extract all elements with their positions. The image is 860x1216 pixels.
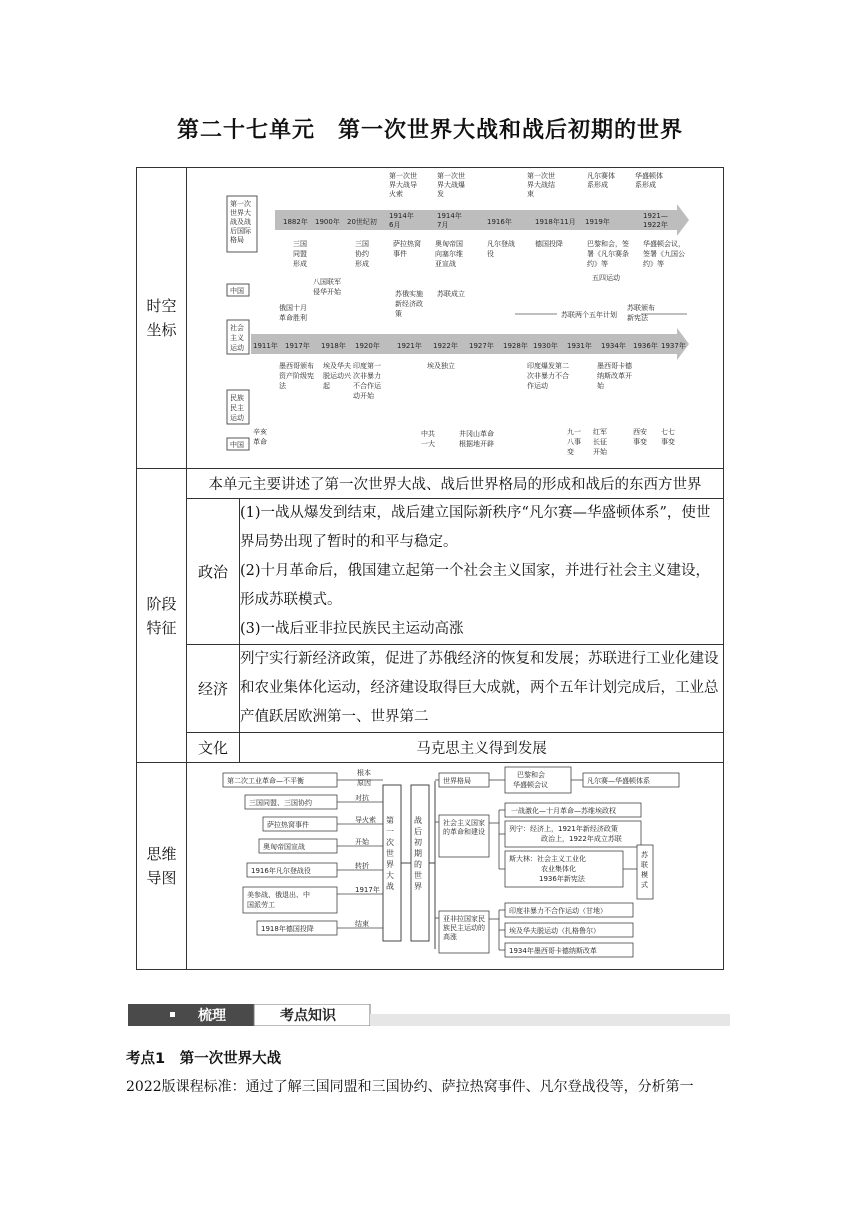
timeline2-china-event: 井冈山革命根据地开辟 (459, 430, 494, 448)
timeline1-year: 1914年 (389, 212, 414, 220)
timeline1-below-event: 奥匈帝国向塞尔维亚宣战 (435, 240, 463, 268)
timeline2-below-event: 印度爆发第二次非暴力不合作运动 (527, 362, 569, 390)
mindmap-socialism-item: 列宁：经济上，1921年新经济政策 (509, 825, 618, 833)
timeline2-year: 1918年 (321, 342, 346, 350)
mindmap-cause-text: 1916年凡尔登战役 (251, 867, 311, 875)
timeline2-china-label: 中国 (230, 441, 244, 449)
timeline1-year: 1918年11月 (535, 218, 576, 226)
row-label-stage: 阶段特征 (137, 469, 187, 763)
mindmap-branches-group (435, 767, 679, 957)
timeline1-above-group (389, 171, 663, 198)
page-title: 第二十七单元 第一次世界大战和战后初期的世界 (176, 118, 683, 143)
mindmap-cause-tag: 开始 (355, 838, 369, 846)
mindmap-socialism-item: 1936年新宪法 (539, 875, 585, 883)
mindmap-socialism-item: 一战激化—十月革命—苏维埃政权 (511, 807, 616, 815)
timeline2-year: 1930年 (533, 342, 558, 350)
timeline2-year: 1927年 (469, 342, 494, 350)
section-tag-bg (128, 1004, 254, 1026)
timeline2-china-event: 红军长征开始 (593, 428, 607, 456)
timeline2-above-event: 苏俄实施新经济政策 (395, 290, 423, 318)
mindmap-branch-text: 亚非拉国家民族民主运动的高涨 (443, 915, 485, 941)
timeline2-year: 1920年 (355, 342, 380, 350)
mindmap-causes-group (223, 768, 383, 935)
mindmap-cause-tag: 转折 (355, 862, 369, 870)
mindmap-cause-text: 第二次工业革命—不平衡 (227, 777, 304, 785)
timeline2-china-group (253, 427, 675, 456)
timeline2-year: 1934年 (601, 342, 626, 350)
mindmap-cause-tag: 根本 (357, 769, 371, 777)
timeline1-above-event: 华盛顿体系形成 (635, 172, 663, 189)
mindmap-cause-tag: 原因 (357, 779, 371, 787)
timeline1-label: 第一次世界大战及战后国际格局 (230, 200, 251, 244)
mindmap-cause-text: 美参战、俄退出、中 (247, 891, 310, 899)
timeline2-china-event: 中共一大 (421, 430, 435, 448)
timeline1-year: 7月 (437, 221, 449, 229)
politics-point-2: (2)十月革命后，俄国建立起第一个社会主义国家，并进行社会主义建设，形成苏联模式。 (240, 563, 711, 608)
timeline2-above-event: 俄国十月革命胜利 (279, 304, 307, 322)
mindmap-branch-text: 社会主义国家的革命和建设 (443, 819, 485, 836)
mindmap-world-result: 凡尔赛—华盛顿体系 (587, 777, 650, 785)
mindmap-cause-text: 1918年德国投降 (261, 925, 314, 933)
kaodian-title: 考点1 第一次世界大战 (126, 1051, 282, 1067)
timeline1-above-event: 第一次世界大战导火索 (389, 172, 417, 198)
timeline1-above-event: 第一次世界大战结束 (527, 172, 555, 198)
timeline2-below-event: 埃及独立 (427, 362, 455, 370)
culture-content: 马克思主义得到发展 (240, 733, 724, 763)
timeline1-china-event: 八国联军侵华开始 (313, 278, 341, 296)
timeline1-above-event: 第一次世界大战爆发 (437, 172, 465, 198)
section-bullet-icon (170, 1012, 175, 1017)
timeline2-year: 1928年 (503, 342, 528, 350)
timeline2-year: 1921年 (397, 342, 422, 350)
timeline2-china-event: 辛亥革命 (253, 428, 267, 446)
mindmap-national-item: 1934年墨西哥卡德纳斯改革 (509, 947, 597, 955)
politics-label: 政治 (187, 499, 240, 645)
mindmap-center2: 战后初期的世界 (414, 816, 422, 891)
mindmap-world-item: 巴黎和会 (517, 771, 545, 779)
timeline2-china-event: 西安事变 (633, 428, 647, 446)
mindmap-branch-text: 世界格局 (443, 777, 471, 785)
timeline2-above-event: 苏联成立 (437, 290, 465, 298)
mindmap-socialism-item: 政治上，1922年成立苏联 (541, 835, 622, 843)
mindmap-cause-tag: 导火索 (355, 816, 376, 824)
mindmap-national-item: 埃及华夫脱运动（扎格鲁尔） (509, 927, 600, 935)
stage-summary: 本单元主要讲述了第一次世界大战、战后世界格局的形成和战后的东西方世界 (187, 469, 724, 499)
section-underline (370, 1014, 730, 1026)
mindmap-center2-text (414, 815, 422, 891)
mindmap-socialism-item: 农业集体化 (541, 865, 576, 873)
timeline2-below-group (279, 361, 633, 400)
mindmap-cell (187, 763, 724, 970)
politics-point-3: (3)一战后亚非拉民族民主运动高涨 (240, 621, 464, 637)
timeline1-year: 1919年 (585, 218, 610, 226)
timeline2-above-event: 苏联颁布新宪法 (627, 304, 655, 322)
timeline2-china-event: 九一八事变 (567, 428, 581, 456)
timeline1-year: 20世纪初 (347, 218, 377, 226)
timeline2-year: 1911年 (253, 342, 278, 350)
mindmap-cause-text: 奥匈帝国宣战 (263, 843, 305, 851)
timeline1-year: 1916年 (487, 218, 512, 226)
timeline1-below-event: 巴黎和会，签署《凡尔赛条约》等 (587, 240, 629, 268)
mindmap-cause-text: 萨拉热窝事件 (267, 821, 309, 829)
timeline1-year: 1921— (643, 212, 668, 220)
plan-label: 苏联两个五年计划 (561, 311, 617, 319)
mindmap-cause-text: 三国同盟、三国协约 (249, 799, 312, 807)
mindmap-center1-text (386, 815, 394, 891)
timeline1-year: 1922年 (643, 221, 668, 229)
section-name: 考点知识 (280, 1008, 336, 1024)
politics-content (240, 499, 724, 645)
timeline2-below-event: 印度第一次非暴力不合作运动开始 (353, 362, 381, 400)
mindmap-cause-tag: 结束 (355, 920, 369, 928)
mindmap-center1: 第一次世界大战 (386, 816, 394, 891)
mindmap-soviet-model: 苏联模式 (641, 851, 648, 889)
timeline2-below-event: 埃及华夫脱运动兴起 (323, 362, 351, 390)
economy-content: 列宁实行新经济政策，促进了苏俄经济的恢复和发展；苏联进行工业化建设和农业集体化运动，经济建设取得巨大成就，两个五年计划完成后，工业总产值跃居欧洲第一、世界第二 (240, 645, 724, 733)
row-label-mindmap: 思维导图 (137, 763, 187, 970)
timeline1-china-label: 中国 (230, 287, 244, 295)
timeline2-year: 1936年 (633, 342, 658, 350)
section-header-bar (128, 1004, 730, 1026)
timeline2-year: 1922年 (433, 342, 458, 350)
timeline1-year: 6月 (389, 221, 401, 229)
mindmap-cause-tag: 对抗 (355, 794, 369, 802)
timeline-cell (187, 168, 724, 469)
timeline2-socialism-label: 社会主义运动 (230, 324, 244, 352)
timeline-graphic (187, 168, 723, 468)
timeline1-below-group (293, 239, 685, 268)
timeline2-china-event: 七七事变 (661, 428, 675, 446)
timeline1-china-group (313, 273, 620, 296)
timeline1-year: 1900年 (315, 218, 340, 226)
timeline1-below-event: 凡尔登战役 (487, 240, 515, 258)
timeline2-year: 1937年 (661, 342, 686, 350)
timeline1-below-event: 华盛顿会议，签署《九国公约》等 (643, 240, 685, 268)
timeline1-year: 1882年 (283, 218, 308, 226)
timeline2-national-label: 民族民主运动 (230, 394, 244, 422)
unit-overview-table (136, 167, 724, 970)
timeline1-china-event: 五四运动 (592, 274, 620, 282)
section-tag: 梳理 (198, 1008, 226, 1024)
mindmap-cause-text: 国派劳工 (247, 901, 275, 909)
mindmap-world-item: 华盛顿会议 (513, 781, 548, 789)
row-label-spacetime: 时空坐标 (137, 168, 187, 469)
mindmap-cause-tag: 1917年 (355, 886, 380, 894)
timeline2-below-event: 墨西哥颁布资产阶级宪法 (279, 362, 314, 390)
timeline1-below-event: 萨拉热窝事件 (393, 240, 421, 258)
timeline1-above-event: 凡尔赛体系形成 (587, 172, 615, 189)
mindmap-graphic (187, 763, 723, 969)
timeline1-year: 1914年 (437, 212, 462, 220)
kaodian-text: 2022版课程标准：通过了解三国同盟和三国协约、萨拉热窝事件、凡尔登战役等，分析第一 (126, 1079, 694, 1095)
economy-label: 经济 (187, 645, 240, 733)
culture-label: 文化 (187, 733, 240, 763)
mindmap-socialism-item: 斯大林：社会主义工业化 (509, 855, 586, 863)
mindmap-national-item: 印度非暴力不合作运动（甘地） (509, 907, 607, 915)
timeline1-below-event: 三国同盟形成 (293, 240, 307, 268)
timeline1-below-event: 三国协约形成 (355, 240, 369, 268)
politics-point-1: (1)一战从爆发到结束，战后建立国际新秩序“凡尔赛—华盛顿体系”，使世界局势出现了暂时的和平与稳定。 (240, 505, 711, 550)
timeline2-year: 1931年 (567, 342, 592, 350)
timeline1-below-event: 德国投降 (535, 240, 563, 248)
timeline2-below-event: 墨西哥卡德纳斯改革开始 (597, 362, 632, 390)
timeline2-year: 1917年 (285, 342, 310, 350)
